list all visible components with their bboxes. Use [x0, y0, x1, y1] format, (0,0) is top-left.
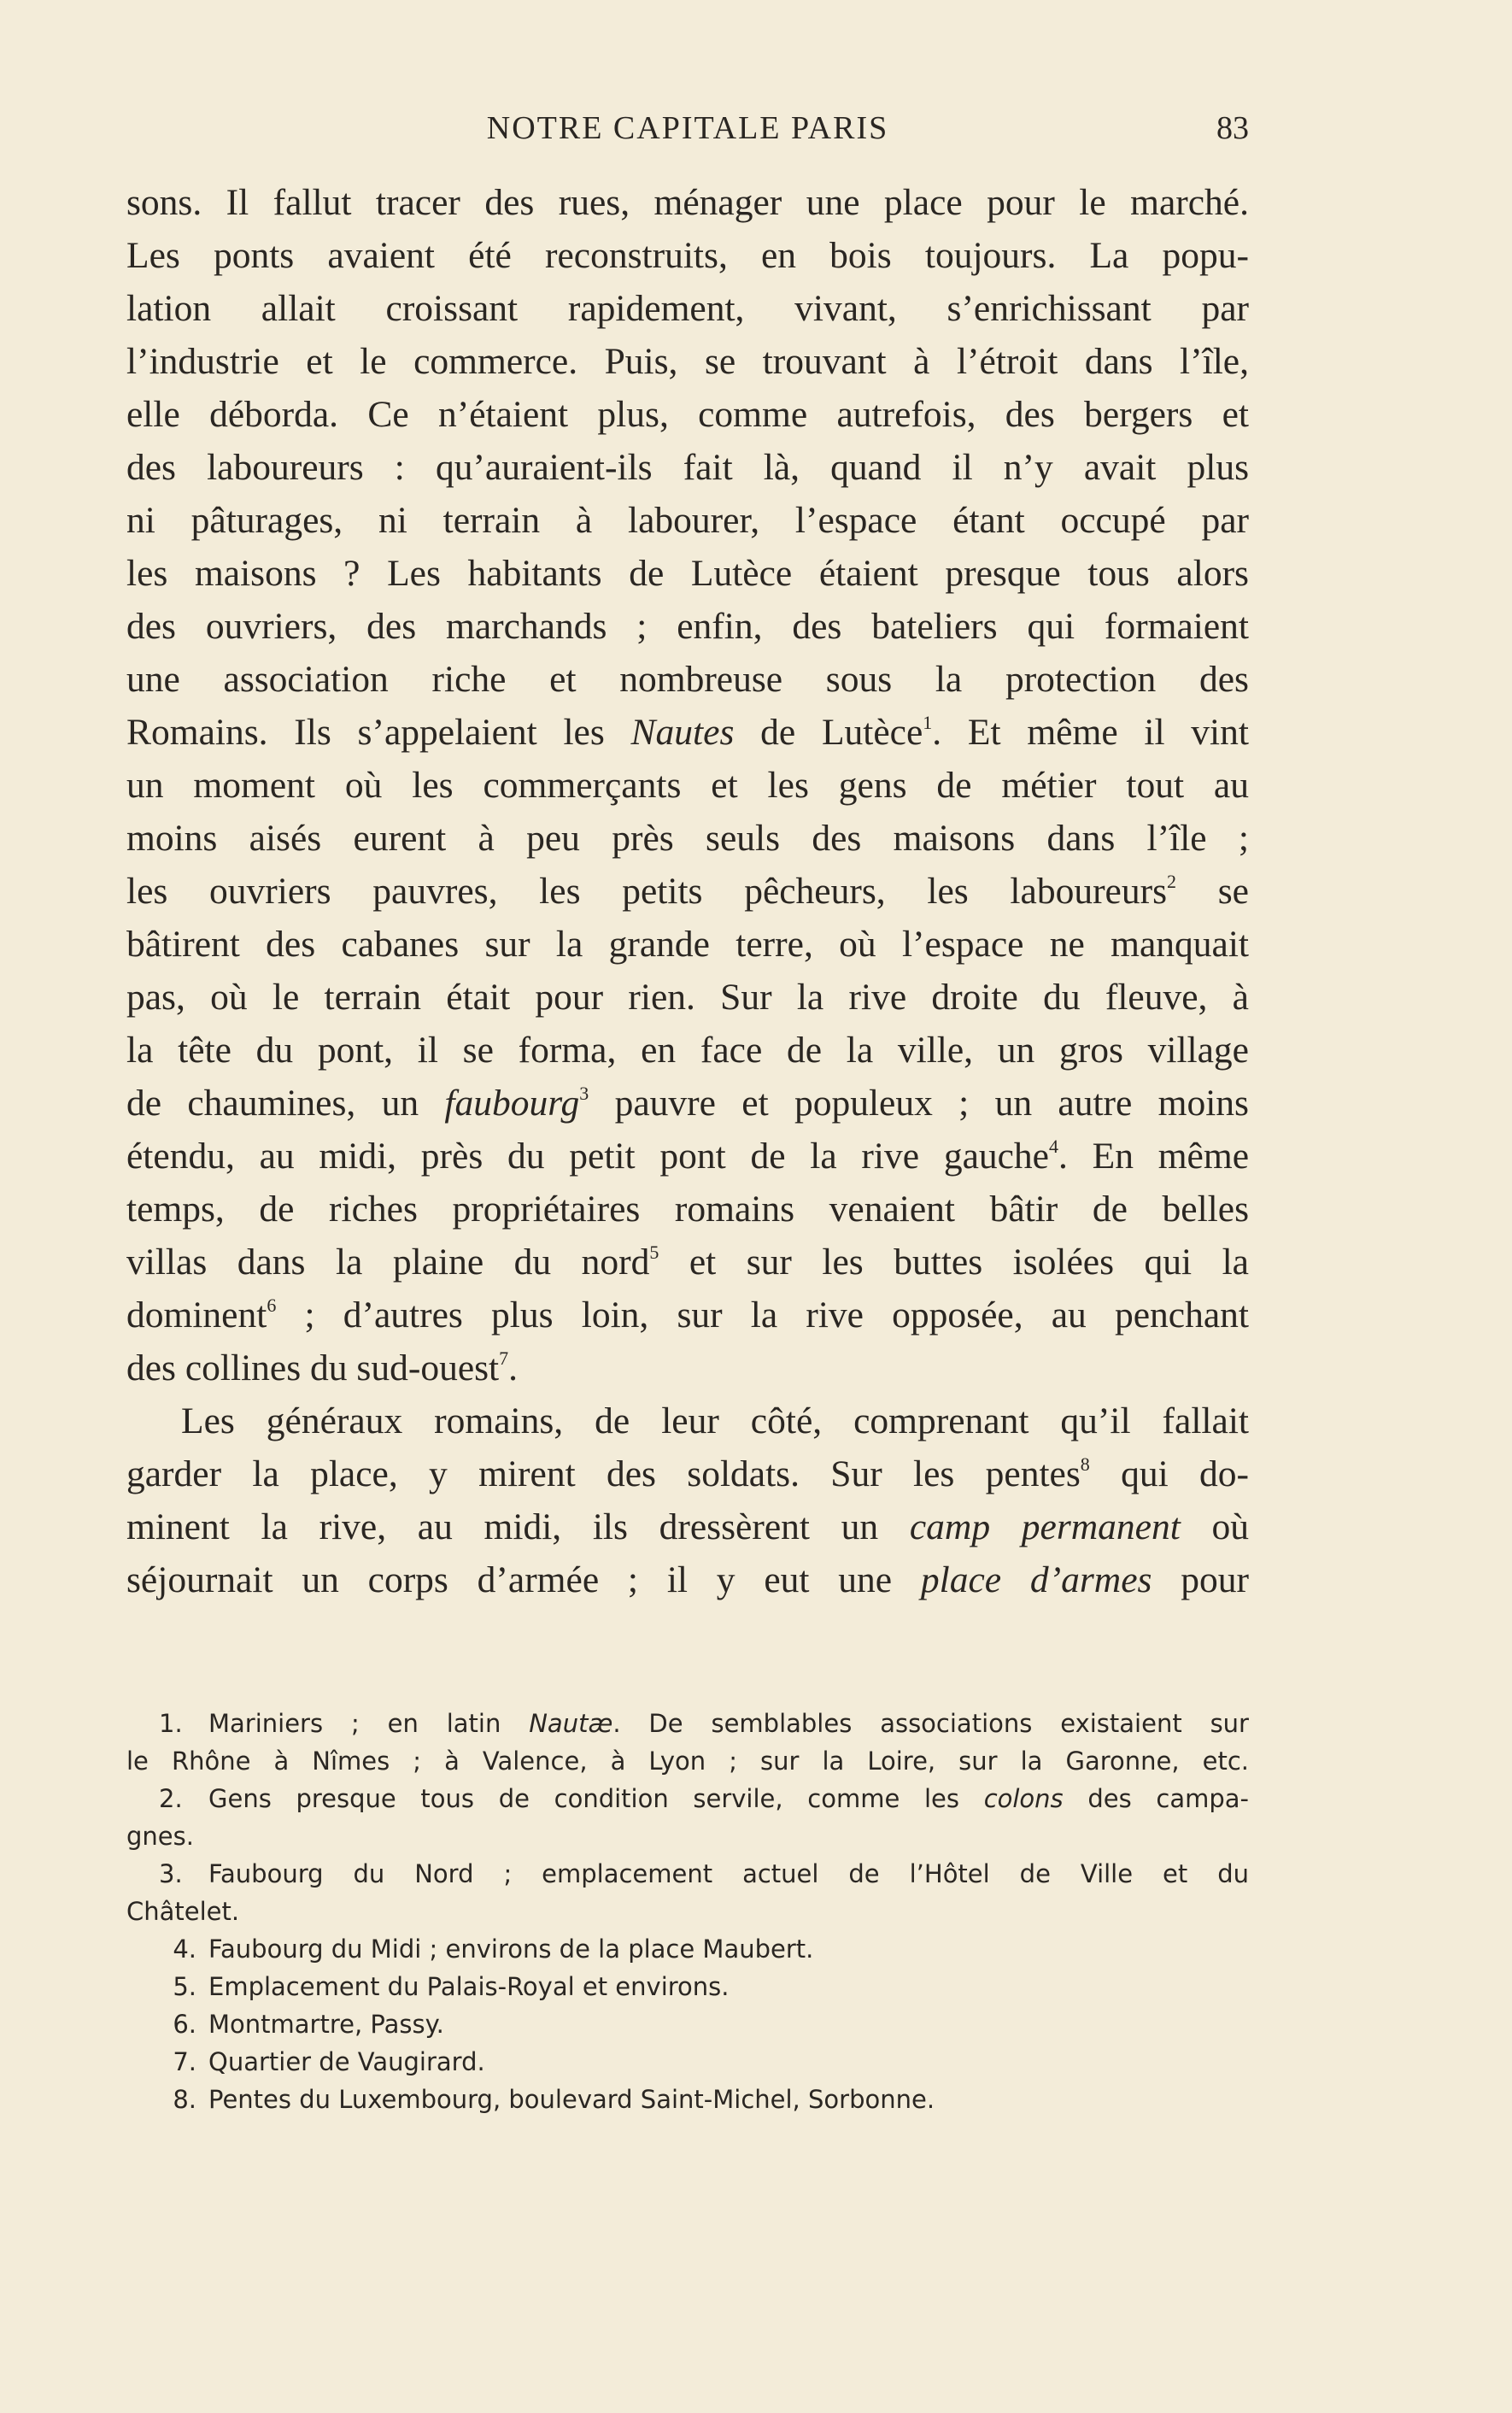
footnote — [126, 1968, 1249, 2005]
text-line: moins aisés eurent à peu près seuls des maisons dans l’île ; — [126, 818, 1249, 859]
text-run: se — [1176, 871, 1249, 912]
footnote-number: 2. — [159, 1784, 183, 1813]
text-line — [126, 1289, 1249, 1342]
text-run: étendu, au midi, près du petit pont de la rive gauche — [126, 1136, 1049, 1177]
footnote — [126, 1705, 1249, 1742]
text-line: des ouvriers, des marchands ; enfin, des bateliers qui formaient — [126, 606, 1249, 647]
text-line — [126, 1447, 1249, 1500]
footnote-number: 6. — [173, 2010, 196, 2039]
footnote-ref: 5 — [649, 1242, 659, 1263]
footnote-number: 5. — [173, 1972, 196, 2001]
text-run: garder la place, y mirent des soldats. Sur les pentes — [126, 1453, 1081, 1494]
footnote-ref: 8 — [1080, 1453, 1090, 1475]
italic-run: Nautæ — [529, 1709, 613, 1738]
text-line: Les ponts avaient été reconstruits, en bois toujours. La popu- — [126, 235, 1249, 276]
footnote-number: 7. — [173, 2047, 196, 2076]
text-run: et sur les buttes isolées qui la — [659, 1242, 1249, 1283]
text-run: . Et même il vint — [932, 712, 1249, 753]
italic-run: Nautes — [630, 712, 735, 753]
text-run: Faubourg du Midi ; environs de la place Maubert. — [208, 1935, 814, 1964]
text-run: minent la rive, au midi, ils dressèrent un — [126, 1506, 910, 1547]
text-line: ni pâturages, ni terrain à labourer, l’espace étant occupé par — [126, 500, 1249, 541]
italic-run: faubourg — [444, 1083, 580, 1124]
footnote — [126, 1855, 1249, 1893]
text-run: les ouvriers pauvres, les petits pêcheurs, les laboureurs — [126, 871, 1168, 912]
text-run: . De semblables associations existaient sur — [612, 1709, 1249, 1738]
footnote-continuation: gnes. — [126, 1822, 194, 1851]
text-line: elle déborda. Ce n’étaient plus, comme autrefois, des bergers et — [126, 394, 1249, 435]
text-run: Faubourg du Nord ; emplacement actuel de l’Hôtel de Ville et du — [208, 1859, 1249, 1888]
text-line: la tête du pont, il se forma, en face de la ville, un gros village — [126, 1030, 1249, 1071]
footnote-ref: 6 — [267, 1295, 277, 1316]
footnote — [126, 2005, 1249, 2043]
text-run: de chaumines, un — [126, 1083, 445, 1124]
footnote — [126, 2043, 1249, 2081]
text-run: Emplacement du Palais-Royal et environs. — [208, 1972, 730, 2001]
text-run: Pentes du Luxembourg, boulevard Saint-Michel, Sorbonne. — [208, 2085, 935, 2114]
page-number: 83 — [1216, 110, 1249, 146]
text-run: où — [1180, 1506, 1250, 1547]
text-run: villas dans la plaine du nord — [126, 1242, 650, 1283]
footnote-ref: 1 — [923, 712, 933, 733]
text-run: . En même — [1058, 1136, 1250, 1177]
text-run: ; d’autres plus loin, sur la rive opposée, au penchant — [276, 1295, 1249, 1336]
text-line: l’industrie et le commerce. Puis, se trouvant à l’étroit dans l’île, — [126, 341, 1249, 382]
footnote-ref: 2 — [1167, 871, 1177, 892]
text-run: des campa- — [1063, 1784, 1249, 1813]
footnote — [126, 1780, 1249, 1817]
text-run: Quartier de Vaugirard. — [208, 2047, 485, 2076]
footnote-ref: 4 — [1049, 1136, 1058, 1157]
running-header — [126, 109, 1249, 152]
footnote — [126, 2081, 1249, 2118]
text-line — [126, 706, 1249, 759]
italic-run: colons — [983, 1784, 1064, 1813]
text-line — [126, 1236, 1249, 1289]
text-line — [126, 1077, 1249, 1130]
footnotes — [126, 1705, 1249, 2118]
text-line: Les généraux romains, de leur côté, comprenant qu’il fallait — [181, 1400, 1249, 1441]
text-line: bâtirent des cabanes sur la grande terre, où l’espace ne manquait — [126, 924, 1249, 965]
footnote-ref: 3 — [579, 1083, 589, 1104]
footnote-number: 3. — [159, 1859, 183, 1888]
text-line — [126, 1553, 1249, 1606]
body-text — [126, 176, 1249, 1606]
footnote-ref: 7 — [499, 1347, 509, 1369]
text-line — [126, 1342, 1249, 1394]
text-run: qui do- — [1089, 1453, 1249, 1494]
text-run: dominent — [126, 1295, 267, 1336]
text-run: Mariniers ; en latin — [208, 1709, 530, 1738]
footnote-number: 1. — [159, 1709, 183, 1738]
text-line — [126, 1500, 1249, 1553]
text-run: Gens presque tous de condition servile, comme les — [208, 1784, 984, 1813]
text-line: pas, où le terrain était pour rien. Sur la rive droite du fleuve, à — [126, 977, 1249, 1018]
text-line — [126, 865, 1249, 918]
text-line: sons. Il fallut tracer des rues, ménager une place pour le marché. — [126, 182, 1249, 223]
text-line: temps, de riches propriétaires romains venaient bâtir de belles — [126, 1189, 1249, 1230]
text-run: des collines du sud-ouest — [126, 1347, 500, 1389]
text-run: Romains. Ils s’appelaient les — [126, 712, 631, 753]
text-run: de Lutèce — [734, 712, 923, 753]
text-line: des laboureurs : qu’auraient-ils fait là, quand il n’y avait plus — [126, 447, 1249, 488]
text-line: les maisons ? Les habitants de Lutèce étaient presque tous alors — [126, 553, 1249, 594]
footnote — [126, 1930, 1249, 1968]
footnote-continuation: Châtelet. — [126, 1897, 240, 1926]
footnote-number: 8. — [173, 2085, 196, 2114]
text-run: pauvre et populeux ; un autre moins — [589, 1083, 1249, 1124]
footnote-number: 4. — [173, 1935, 196, 1964]
text-line: lation allait croissant rapidement, vivant, s’enrichissant par — [126, 288, 1249, 329]
text-run: séjournait un corps d’armée ; il y eut une — [126, 1559, 921, 1600]
running-title: NOTRE CAPITALE PARIS — [486, 110, 889, 146]
footnote-continuation: le Rhône à Nîmes ; à Valence, à Lyon ; sur la Loire, sur la Garonne, etc. — [126, 1747, 1249, 1776]
text-line: un moment où les commerçants et les gens de métier tout au — [126, 765, 1249, 806]
text-run: Montmartre, Passy. — [208, 2010, 444, 2039]
text-run: . — [508, 1347, 519, 1389]
italic-run: place d’armes — [920, 1559, 1152, 1600]
text-line — [126, 1130, 1249, 1183]
italic-run: camp permanent — [909, 1506, 1181, 1547]
text-run: pour — [1152, 1559, 1250, 1600]
text-line: une association riche et nombreuse sous la protection des — [126, 659, 1249, 700]
